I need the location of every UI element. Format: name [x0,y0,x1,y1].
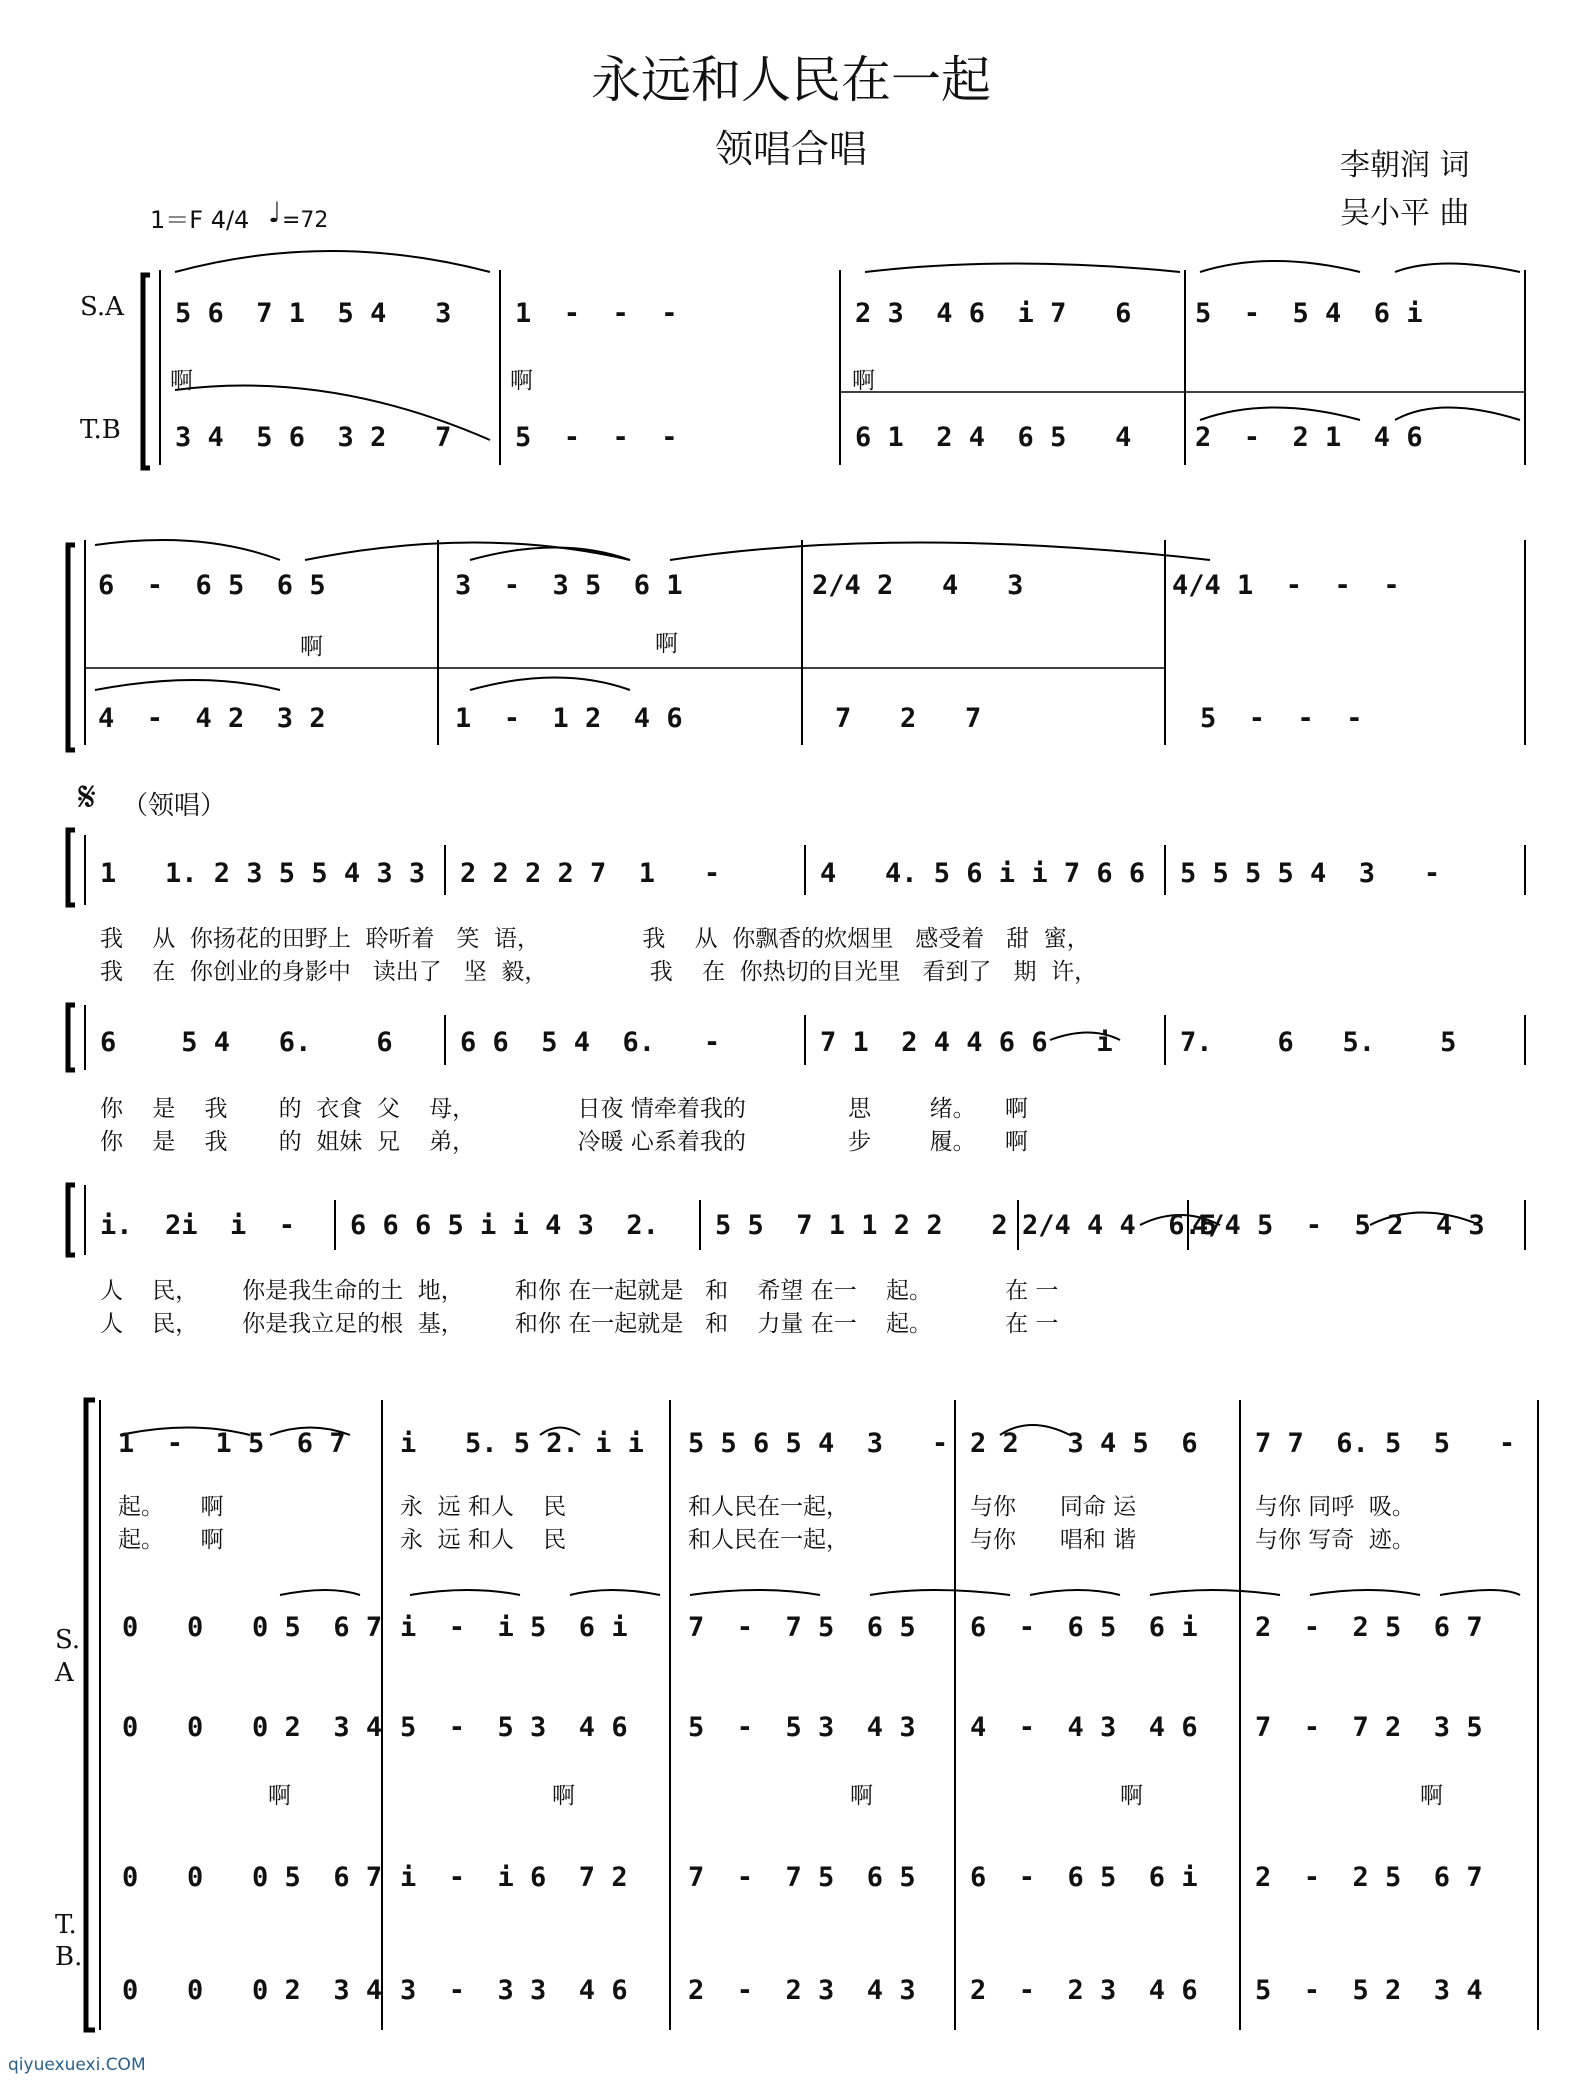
part-label-t: T. [55,1910,77,1940]
notes-sys6-t-m3: 7 - 7 5 6 5 [688,1862,916,1893]
lead-vocal-label: （领唱） [122,791,227,821]
notes-sys2-sa-m2: 3 - 3 5 6 1 [455,570,683,601]
notes-sys6-lead-m4: 2 2 3 4 5 6 [970,1428,1198,1459]
notes-sys1-sa-m1: 5 6 7 1 5 4 3 [175,298,452,329]
notes-sys1-tb-m2: 5 - - - [515,422,678,453]
notes-sys6-t-m5: 2 - 2 5 6 7 [1255,1862,1483,1893]
notes-sys6-t-m4: 6 - 6 5 6 i [970,1862,1198,1893]
lyric-sys5-verse1: 人 民， 你是我生命的土 地， 和你 在一起就是 和 希望 在一 起。 在 一 [100,1278,1059,1304]
notes-sys6-b-m5: 5 - 5 2 3 4 [1255,1975,1483,2006]
notes-sys6-b-m3: 2 - 2 3 4 3 [688,1975,916,2006]
notes-sys6-a-m5: 7 - 7 2 3 5 [1255,1712,1483,1743]
lyric-sys6-v1-m5: 与你 同呼 吸。 [1255,1494,1415,1520]
lyric-sys1-b: 啊 [510,368,533,394]
notes-sys6-s-m2: i - i 5 6 i [400,1612,628,1643]
notes-sys5-m2: 6 6 6 5 i i 4 3 2. [350,1210,659,1241]
notes-sys5-m3: 5 5 7 1 1 2 2 2 [715,1210,1008,1241]
notes-sys6-t-m2: i - i 6 7 2 [400,1862,628,1893]
notes-sys5-m5: 4/4 5 - 5 2 4 3 [1192,1210,1485,1241]
notes-sys4-m4: 7. 6 5. 5 [1180,1027,1457,1058]
lyric-sys6-v1-m2: 永 远 和人 民 [400,1494,567,1520]
notes-sys6-a-m4: 4 - 4 3 4 6 [970,1712,1198,1743]
notes-sys4-m1: 6 5 4 6. 6 [100,1027,393,1058]
lyric-sys6-v1-m3: 和人民在一起， [688,1494,849,1520]
notes-sys3-m4: 5 5 5 5 4 3 - [1180,858,1441,889]
segno-icon: 𝄋 [78,772,97,821]
lyric-sys6-v2-m3: 和人民在一起， [688,1527,849,1553]
notes-sys6-s-m3: 7 - 7 5 6 5 [688,1612,916,1643]
notes-sys5-m1: i. 2i i - [100,1210,296,1241]
lyric-sys6-v1-m4: 与你 同命 运 [970,1494,1137,1520]
notes-sys1-tb-m3: 6 1 2 4 6 5 4 [855,422,1132,453]
lyric-sys6-ah-2: 啊 [552,1783,575,1809]
notes-sys2-tb-m2: 1 - 1 2 4 6 [455,703,683,734]
notes-sys6-b-m4: 2 - 2 3 4 6 [970,1975,1198,2006]
part-label-tb: T.B [80,415,121,445]
notes-sys6-b-m1: 0 0 0 2 3 4 [122,1975,383,2006]
notes-sys1-sa-m2: 1 - - - [515,298,678,329]
notes-sys6-a-m2: 5 - 5 3 4 6 [400,1712,628,1743]
lyric-sys6-ah-1: 啊 [268,1783,291,1809]
notes-sys2-tb-m1: 4 - 4 2 3 2 [98,703,326,734]
key-signature: 1＝F 4/4 [150,206,250,234]
notes-sys6-s-m4: 6 - 6 5 6 i [970,1612,1198,1643]
notes-sys4-m2: 6 6 5 4 6. - [460,1027,721,1058]
site-watermark: qiyuexuexi.COM [8,2055,146,2075]
part-label-a: A [55,1658,74,1688]
notes-sys1-sa-m3: 2 3 4 6 i 7 6 [855,298,1132,329]
lyric-sys4-verse2: 你 是 我 的 姐妹 兄 弟， 冷暖 心系着我的 步 履。 啊 [100,1129,1028,1155]
lyric-sys5-verse2: 人 民， 你是我立足的根 基， 和你 在一起就是 和 力量 在一 起。 在 一 [100,1311,1059,1337]
notes-sys4-m3: 7 1 2 4 4 6 6 i [820,1027,1113,1058]
tempo-marking: =72 [282,208,329,233]
quarter-note-icon: ♩ [268,196,282,229]
notes-sys2-sa-m1: 6 - 6 5 6 5 [98,570,326,601]
lyric-sys6-ah-4: 啊 [1120,1783,1143,1809]
lyricist-credit: 李朝润 词 [1340,148,1470,183]
notes-sys6-a-m1: 0 0 0 2 3 4 [122,1712,383,1743]
notes-sys1-tb-m1: 3 4 5 6 3 2 7 [175,422,452,453]
lyric-sys6-ah-3: 啊 [850,1783,873,1809]
lyric-sys3-verse2: 我 在 你创业的身影中 读出了 坚 毅， 我 在 你热切的目光里 看到了 期 许， [100,959,1098,985]
notes-sys6-lead-m5: 7 7 6. 5 5 - [1255,1428,1516,1459]
part-label-s: S. [55,1625,81,1655]
notes-sys6-s-m5: 2 - 2 5 6 7 [1255,1612,1483,1643]
composer-credit: 吴小平 曲 [1340,196,1470,231]
song-title: 永远和人民在一起 [591,51,991,109]
part-label-sa: S.A [80,292,124,322]
notes-sys3-m2: 2 2 2 2 7 1 - [460,858,721,889]
notes-sys6-lead-m2: i 5. 5 2. i i [400,1428,644,1459]
notes-sys1-sa-m4: 5 - 5 4 6 i [1195,298,1423,329]
notes-sys6-t-m1: 0 0 0 5 6 7 [122,1862,383,1893]
notes-sys1-tb-m4: 2 - 2 1 4 6 [1195,422,1423,453]
lyric-sys2-a: 啊 [300,634,323,660]
notes-sys2-sa-m3: 2/4 2 4 3 [812,570,1024,601]
notes-sys6-b-m2: 3 - 3 3 4 6 [400,1975,628,2006]
lyric-sys6-v2-m5: 与你 写奇 迹。 [1255,1527,1415,1553]
notes-sys5-m4: 2/4 4 4 6.5 [1022,1210,1218,1241]
song-subtitle: 领唱合唱 [714,127,867,171]
notes-sys6-lead-m1: 1 - 1 5 6 7 [118,1428,346,1459]
lyric-sys6-v2-m2: 永 远 和人 民 [400,1527,567,1553]
lyric-sys1-c: 啊 [852,368,875,394]
lyric-sys6-v2-m1: 起。 啊 [118,1527,224,1553]
lyric-sys1-a: 啊 [170,368,193,394]
notes-sys2-sa-m4: 4/4 1 - - - [1172,570,1400,601]
part-label-b: B. [55,1942,83,1972]
notes-sys2-tb-m4: 5 - - - [1200,703,1363,734]
notes-sys3-m3: 4 4. 5 6 i i 7 6 6 [820,858,1146,889]
notes-sys3-m1: 1 1. 2 3 5 5 4 3 3 [100,858,426,889]
notes-sys6-lead-m3: 5 5 6 5 4 3 - [688,1428,949,1459]
lyric-sys6-ah-5: 啊 [1420,1783,1443,1809]
notes-sys6-s-m1: 0 0 0 5 6 7 [122,1612,383,1643]
notes-sys6-a-m3: 5 - 5 3 4 3 [688,1712,916,1743]
lyric-sys2-b: 啊 [655,631,678,657]
lyric-sys3-verse1: 我 从 你扬花的田野上 聆听着 笑 语， 我 从 你飘香的炊烟里 感受着 甜 蜜， [100,926,1090,952]
lyric-sys6-v1-m1: 起。 啊 [118,1494,224,1520]
lyric-sys4-verse1: 你 是 我 的 衣食 父 母， 日夜 情牵着我的 思 绪。 啊 [100,1096,1028,1122]
lyric-sys6-v2-m4: 与你 唱和 谐 [970,1527,1137,1553]
notes-sys2-tb-m3: 7 2 7 [835,703,982,734]
